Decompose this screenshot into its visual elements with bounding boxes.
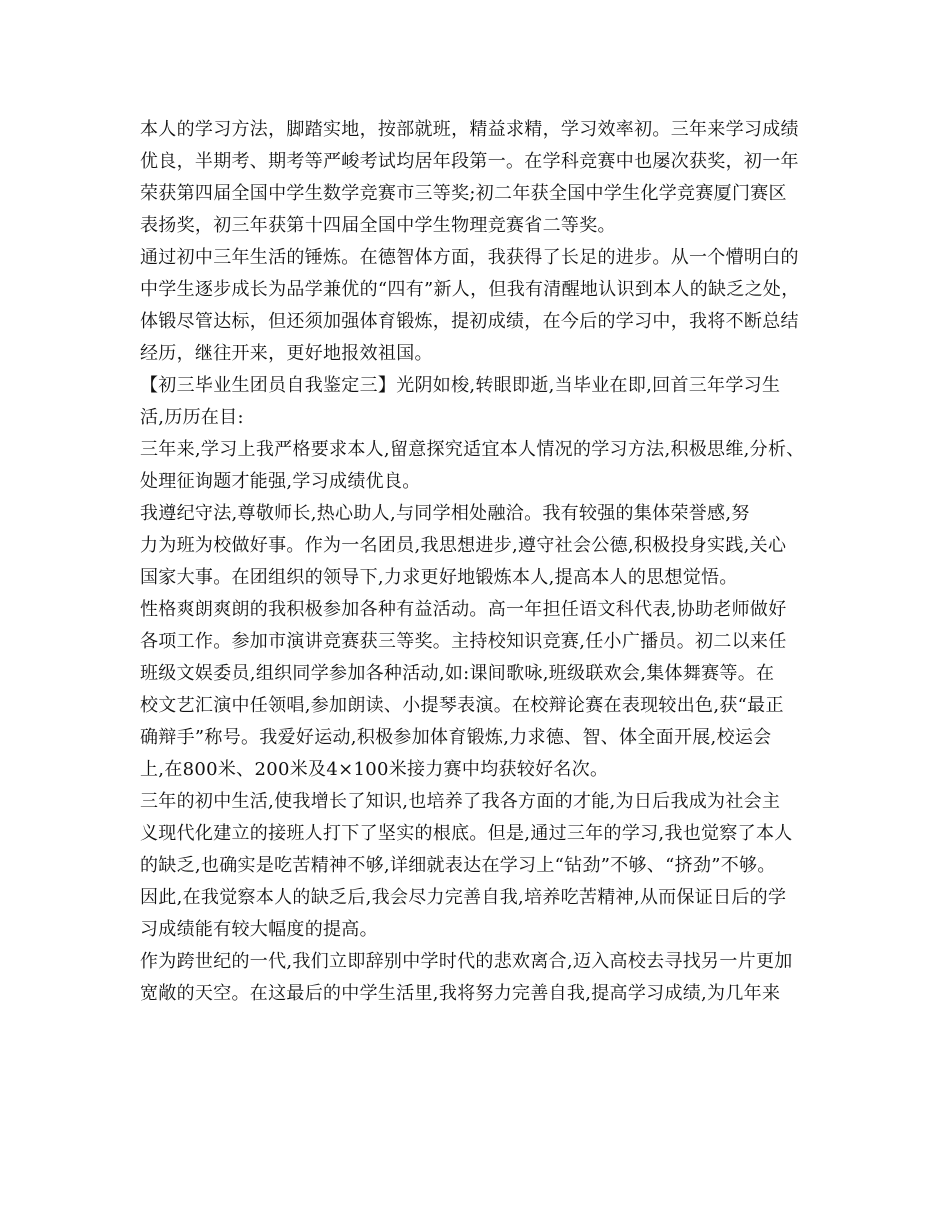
text-line: 的缺乏,也确实是吃苦精神不够,详细就表达在学习上“钻劲”不够、“挤劲”不够。 bbox=[140, 855, 776, 876]
text-line: 因此,在我觉察本人的缺乏后,我会尽力完善自我,培养吃苦精神,从而保证日后的学 bbox=[140, 887, 787, 908]
text-line: 班级文娱委员,组织同学参加各种活动,如:课间歌咏,班级联欢会,集体舞赛等。在 bbox=[140, 663, 775, 684]
text-line: 荣获第四届全国中学生数学竞赛市三等奖;初二年获全国中学生化学竞赛厦门赛区 bbox=[140, 183, 787, 204]
text-line: 作为跨世纪的一代,我们立即辞别中学时代的悲欢离合,迈入高校去寻找另一片更加 bbox=[140, 951, 793, 972]
text-line: 确辩手”称号。我爱好运动,积极参加体育锻炼,力求德、智、体全面开展,校运会 bbox=[140, 727, 772, 748]
text-line: 表扬奖，初三年获第十四届全国中学生物理竞赛省二等奖。 bbox=[140, 215, 616, 236]
text-line: 优良，半期考、期考等严峻考试均居年段第一。在学科竞赛中也屡次获奖，初一年 bbox=[140, 151, 799, 172]
text-line: 习成绩能有较大幅度的提高。 bbox=[140, 919, 378, 940]
text-line: 体锻尽管达标，但还须加强体育锻炼，提初成绩，在今后的学习中，我将不断总结 bbox=[140, 311, 799, 332]
text-line: 校文艺汇演中任领唱,参加朗读、小提琴表演。在校辩论赛在表现较出色,获“最正 bbox=[140, 695, 784, 716]
text-line: 力为班为校做好事。作为一名团员,我思想进步,遵守社会公德,积极投身实践,关心 bbox=[140, 535, 787, 556]
text-line: 处理征询题才能强,学习成绩优良。 bbox=[140, 471, 421, 492]
text-line: 上,在800米、200米及4×100米接力赛中均获较好名次。 bbox=[140, 759, 609, 780]
text-line: 三年的初中生活,使我增长了知识,也培养了我各方面的才能,为日后我成为社会主 bbox=[140, 791, 781, 812]
text-line: 性格爽朗爽朗的我积极参加各种有益活动。高一年担任语文科代表,协助老师做好 bbox=[140, 599, 787, 620]
text-line: 各项工作。参加市演讲竞赛获三等奖。主持校知识竞赛,任小广播员。初二以来任 bbox=[140, 631, 787, 652]
text-line: 本人的学习方法，脚踏实地，按部就班，精益求精，学习效率初。三年来学习成绩 bbox=[140, 119, 799, 140]
text-line: 中学生逐步成长为品学兼优的“四有”新人，但我有清醒地认识到本人的缺乏之处， bbox=[140, 279, 800, 300]
text-line: 我遵纪守法,尊敬师长,热心助人,与同学相处融洽。我有较强的集体荣誉感,努 bbox=[140, 503, 750, 524]
text-line: 通过初中三年生活的锤炼。在德智体方面，我获得了长足的进步。从一个懵明白的 bbox=[140, 247, 799, 268]
section-heading-line: 【初三毕业生团员自我鉴定三】光阴如梭,转眼即逝,当毕业在即,回首三年学习生 bbox=[140, 375, 781, 396]
text-line: 经历，继往开来，更好地报效祖国。 bbox=[140, 343, 433, 364]
text-line: 活,历历在目: bbox=[140, 407, 244, 428]
document-body bbox=[140, 114, 830, 1010]
text-line: 宽敞的天空。在这最后的中学生活里,我将努力完善自我,提高学习成绩,为几年来 bbox=[140, 983, 781, 1004]
text-line: 国家大事。在团组织的领导下,力求更好地锻炼本人,提高本人的思想觉悟。 bbox=[140, 567, 738, 588]
text-line: 义现代化建立的接班人打下了坚实的根底。但是,通过三年的学习,我也觉察了本人 bbox=[140, 823, 793, 844]
text-line: 三年来,学习上我严格要求本人,留意探究适宜本人情况的学习方法,积极思维,分析、 bbox=[140, 439, 805, 460]
